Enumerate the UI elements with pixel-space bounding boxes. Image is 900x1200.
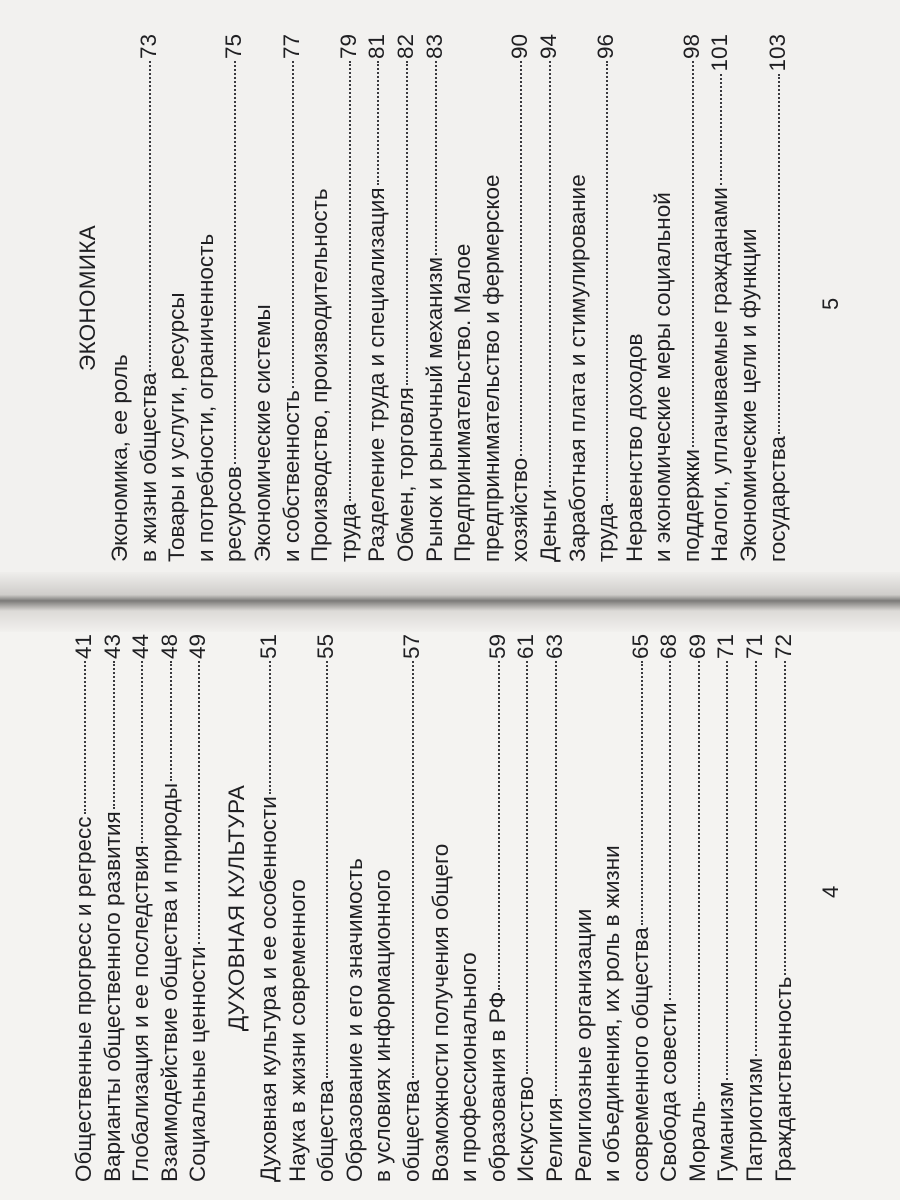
toc-dot-leader (778, 74, 780, 435)
toc-entry-title: Гуманизм (713, 1081, 739, 1182)
toc-entry-title: Деньги (535, 489, 561, 562)
toc-entry-title: и собственность (278, 390, 304, 562)
toc-entry-line (184, 634, 213, 1182)
toc-left (70, 634, 798, 1182)
toc-dot-leader (692, 61, 694, 447)
toc-entry-line (156, 634, 185, 1182)
toc-entry (163, 34, 249, 562)
toc-entry-text-line: Экономика, ее роль (107, 354, 132, 562)
toc-entry-text-line: Экономические цели и функции (736, 228, 762, 562)
toc-entry-line (135, 34, 164, 562)
toc-entry-title: современного общества (627, 927, 653, 1182)
toc-entry (512, 634, 541, 1182)
toc-entry (284, 634, 341, 1182)
toc-entry-line (255, 634, 284, 1182)
toc-page-number: 65 (627, 634, 653, 660)
toc-dot-leader (549, 61, 551, 487)
toc-dot-leader (526, 661, 528, 1074)
toc-entry-title: Взаимодействие общества и природы (156, 782, 182, 1182)
toc-page-number: 96 (593, 34, 619, 60)
toc-entry (421, 34, 450, 562)
toc-entry-text-line: Возможности получения общего (427, 843, 453, 1182)
toc-entry (712, 634, 741, 1182)
toc-entry (735, 34, 792, 562)
toc-dot-leader (669, 661, 671, 1000)
toc-entry (392, 34, 421, 562)
toc-page-number: 83 (421, 34, 447, 60)
toc-page-number: 77 (278, 34, 304, 60)
toc-entry-line (99, 634, 128, 1182)
toc-entry (655, 634, 684, 1182)
toc-entry-text-line: Религиозные организации (570, 908, 596, 1182)
toc-page-number: 73 (135, 34, 161, 60)
toc-entry-title: образования в РФ (484, 991, 510, 1182)
toc-entry-line (678, 34, 707, 562)
toc-dot-leader (784, 661, 786, 974)
toc-right (70, 34, 792, 562)
toc-entry-text-line: Производство, производительность (307, 188, 333, 562)
toc-page-number: 75 (221, 34, 247, 60)
toc-page-number: 79 (335, 34, 361, 60)
toc-entry-title: Рынок и рыночный механизм (421, 256, 447, 562)
toc-page-number: 48 (156, 634, 182, 660)
toc-entry (306, 34, 363, 562)
toc-entry (255, 634, 284, 1182)
toc-entry (363, 34, 392, 562)
toc-entry-line (398, 634, 427, 1182)
toc-entry-title: Варианты общественного развития (99, 811, 125, 1182)
toc-entry-text-line: Товары и услуги, ресурсы (164, 292, 190, 562)
toc-entry-text-line: в условиях информационного (370, 869, 396, 1182)
toc-entry-title: Разделение труда и специализация (364, 187, 390, 562)
toc-page-number: 103 (764, 34, 790, 72)
toc-page-number: 68 (656, 634, 682, 660)
toc-entry-title: Социальные ценности (185, 946, 211, 1182)
toc-entry-line (541, 634, 570, 1182)
toc-page-number: 82 (392, 34, 418, 60)
toc-dot-leader (269, 661, 271, 794)
toc-dot-leader (698, 661, 700, 1099)
toc-page-number: 55 (313, 634, 339, 660)
toc-entry-line (312, 634, 341, 1182)
toc-entry-title: Искусство (513, 1076, 539, 1182)
toc-entry-line (363, 34, 392, 562)
toc-page-number: 90 (507, 34, 533, 60)
toc-entry (341, 634, 427, 1182)
toc-dot-leader (435, 61, 437, 255)
book-gutter (0, 572, 900, 632)
toc-entry-title: Обмен, торговля (392, 387, 418, 562)
toc-entry-title: Налоги, уплачиваемые гражданами (707, 187, 733, 562)
toc-entry-title: Религия (541, 1097, 567, 1182)
toc-entry-line (655, 634, 684, 1182)
toc-page-number: 51 (255, 634, 281, 660)
toc-entry-line (70, 634, 99, 1182)
toc-entry-line (421, 34, 450, 562)
toc-entry-title: Патриотизм (742, 1057, 768, 1182)
toc-entry (706, 34, 735, 562)
toc-entry (570, 634, 656, 1182)
toc-entry-title: труда (593, 503, 619, 562)
toc-entry-text-line: и экономические меры социальной (650, 192, 676, 562)
toc-entry-line (512, 634, 541, 1182)
toc-dot-leader (412, 661, 414, 1078)
toc-entries-culture (255, 634, 798, 1182)
toc-entry-line (741, 634, 770, 1182)
toc-dot-leader (198, 661, 200, 944)
toc-entry-title: ресурсов (221, 466, 247, 562)
toc-entry-text-line: и объединения, их роль в жизни (599, 845, 625, 1182)
toc-page-number: 41 (71, 634, 96, 660)
toc-page-number: 49 (185, 634, 211, 660)
toc-entry-title: Мораль (684, 1100, 710, 1182)
toc-entry-title: Гражданственность (770, 976, 796, 1182)
toc-page-number: 61 (513, 634, 539, 660)
toc-entry-text-line: Заработная плата и стимулирование (564, 174, 590, 562)
right-page (0, 0, 900, 598)
toc-dot-leader (755, 661, 757, 1056)
page-number-right: 5 (818, 297, 843, 310)
toc-dot-leader (113, 661, 115, 809)
toc-entry-title: Общественные прогресс и регресс (71, 816, 96, 1182)
toc-entry-line (506, 34, 535, 562)
toc-entry-text-line: Экономические системы (249, 304, 275, 562)
toc-entry-title: Глобализация и ее последствия (128, 845, 154, 1182)
toc-entry-text-line: Неравенство доходов (621, 333, 647, 562)
toc-page-number: 69 (684, 634, 710, 660)
toc-dot-leader (641, 661, 643, 925)
toc-top-entries (70, 634, 213, 1182)
toc-entry (770, 634, 799, 1182)
toc-dot-leader (292, 61, 294, 388)
toc-entry-text-line: и потребности, ограниченность (192, 233, 218, 562)
toc-page-number: 43 (99, 634, 125, 660)
toc-dot-leader (726, 661, 728, 1080)
toc-entry-title: Свобода совести (656, 1002, 682, 1182)
toc-entry-line (627, 634, 656, 1182)
toc-dot-leader (498, 661, 500, 990)
toc-entry-line (392, 34, 421, 562)
section-heading-culture: ДУХОВНАЯ КУЛЬТУРА (223, 784, 249, 1032)
toc-entry-title: труда (335, 503, 361, 562)
toc-dot-leader (170, 661, 172, 781)
toc-entry-title: государства (764, 436, 790, 562)
toc-entry (249, 34, 306, 562)
toc-page-number: 63 (541, 634, 567, 660)
toc-entry-line (684, 634, 713, 1182)
toc-entry (541, 634, 570, 1182)
left-page (0, 598, 900, 1200)
toc-page-number: 94 (535, 34, 561, 60)
toc-entry-text-line: Предпринимательство. Малое (450, 243, 476, 562)
page-number-left: 4 (818, 885, 843, 898)
toc-entry-line (770, 634, 799, 1182)
toc-dot-leader (141, 661, 143, 843)
toc-page-number: 71 (713, 634, 739, 660)
section-heading-economy: ЭКОНОМИКА (75, 225, 100, 372)
toc-entry-line (592, 34, 621, 562)
toc-page-number: 101 (707, 34, 733, 72)
toc-entry-title: Духовная культура и ее особенности (255, 796, 281, 1182)
toc-entry (535, 34, 564, 562)
toc-entry-line (712, 634, 741, 1182)
toc-entry-line (706, 34, 735, 562)
toc-dot-leader (149, 61, 151, 371)
toc-entry-line (335, 34, 364, 562)
toc-dot-leader (555, 661, 557, 1096)
toc-entry-line (220, 34, 249, 562)
toc-entry-text-line: предпринимательство и фермерское (478, 174, 504, 562)
toc-entry (621, 34, 707, 562)
toc-entry (427, 634, 513, 1182)
toc-entry (741, 634, 770, 1182)
toc-entry-text-line: Образование и его значимость (341, 858, 367, 1182)
toc-entry (564, 34, 621, 562)
toc-entry-title: поддержки (678, 449, 704, 562)
toc-entry-text-line: и профессионального (456, 952, 482, 1182)
toc-entry (106, 34, 163, 562)
toc-page-number: 44 (128, 634, 154, 660)
toc-entries-economy (106, 34, 792, 562)
toc-dot-leader (377, 61, 379, 185)
toc-entry-line (535, 34, 564, 562)
toc-entry-title: в жизни общества (135, 372, 161, 562)
toc-entry-title: общества (398, 1080, 424, 1182)
toc-dot-leader (234, 61, 236, 464)
toc-page-number: 98 (678, 34, 704, 60)
toc-dot-leader (326, 661, 328, 1078)
toc-entry-text-line: Наука в жизни современного (284, 879, 310, 1182)
toc-dot-leader (520, 61, 522, 456)
toc-dot-leader (606, 61, 608, 501)
toc-dot-leader (720, 74, 722, 186)
toc-page-number: 59 (484, 634, 510, 660)
toc-entry-line (484, 634, 513, 1182)
toc-entry-line (278, 34, 307, 562)
toc-page-number: 72 (770, 634, 796, 660)
toc-entry-line (764, 34, 793, 562)
toc-dot-leader (349, 61, 351, 501)
toc-entry-line (127, 634, 156, 1182)
toc-page-number: 71 (742, 634, 768, 660)
toc-entry-title: общества (313, 1080, 339, 1182)
toc-page-number: 81 (364, 34, 390, 60)
toc-entry (449, 34, 535, 562)
toc-entry (684, 634, 713, 1182)
toc-dot-leader (406, 61, 408, 385)
toc-dot-leader (84, 661, 86, 814)
toc-page-number: 57 (398, 634, 424, 660)
toc-entry-title: хозяйство (507, 457, 533, 562)
